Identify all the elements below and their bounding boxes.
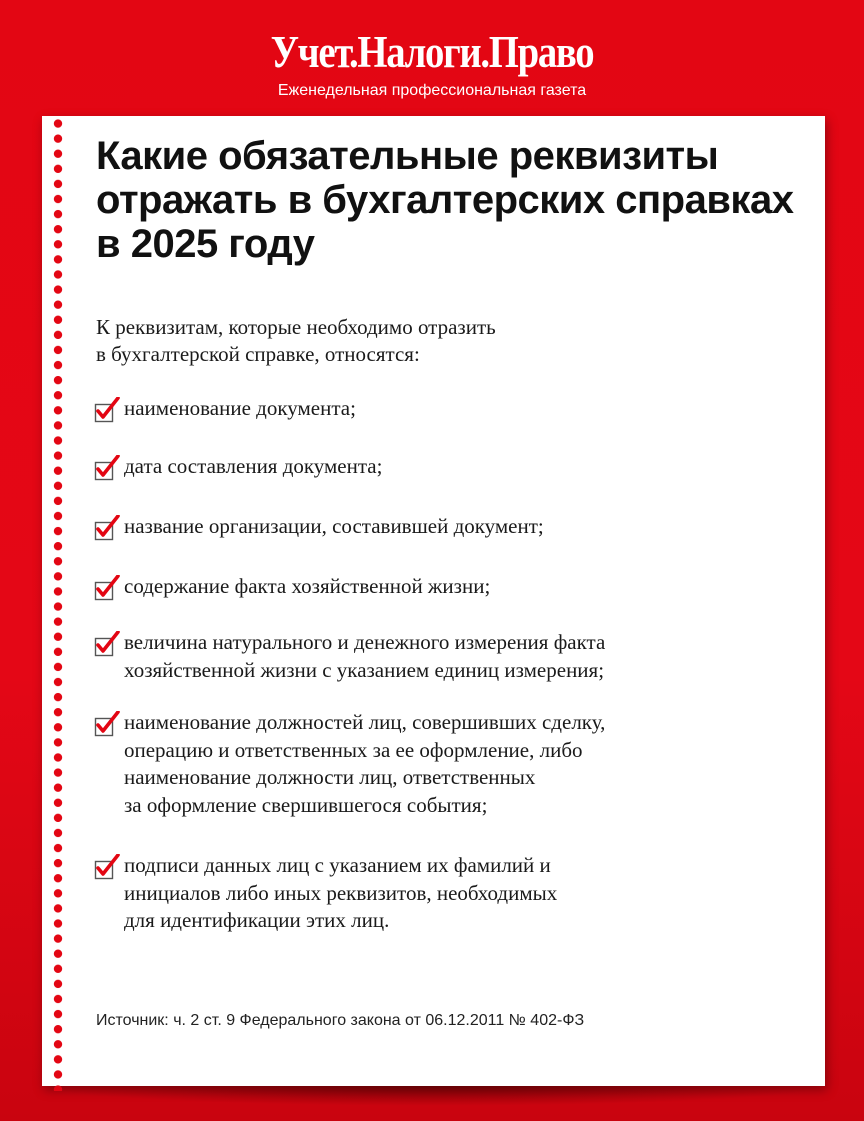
- checkbox-checked-icon: [94, 575, 120, 601]
- checkbox-checked-icon: [94, 854, 120, 880]
- spiral-binding-holes: [52, 116, 64, 1091]
- checkbox-checked-icon: [94, 515, 120, 541]
- requisite-item: [94, 629, 605, 684]
- newspaper-tagline: Еженедельная профессиональная газета: [277, 82, 587, 99]
- requisite-item: [94, 573, 490, 601]
- checkbox-checked-icon: [94, 711, 120, 737]
- checkbox-checked-icon: [94, 455, 120, 481]
- requisite-text: величина натурального и денежного измерения факта хозяйственной жизни с указанием единиц измерения;: [124, 630, 606, 682]
- requisite-item: [94, 453, 382, 481]
- masthead: [0, 28, 864, 100]
- requisite-text: наименование документа;: [124, 396, 356, 420]
- requisite-text: дата составления документа;: [124, 454, 383, 478]
- requisite-item: [94, 513, 544, 541]
- requisite-item: [94, 395, 356, 423]
- sheet-shadow: [42, 1086, 825, 1106]
- checkbox-checked-icon: [94, 631, 120, 657]
- intro-text: К реквизитам, которые необходимо отразить в бухгалтерской справке, относятся:: [96, 315, 496, 366]
- newspaper-logo: Учет.Налоги.Право: [270, 27, 594, 77]
- requisite-item: [94, 852, 557, 935]
- checkbox-checked-icon: [94, 397, 120, 423]
- page-title: Какие обязательные реквизиты отражать в бухгалтерских справках в 2025 году: [96, 134, 794, 266]
- requisite-text: название организации, составившей документ;: [124, 514, 544, 538]
- requisite-text: наименование должностей лиц, совершивших сделку, операцию и ответственных за ее оформление, либо наименование должности лиц, ответственных за оформление свершившегося события;: [124, 710, 606, 817]
- source-note: Источник: ч. 2 ст. 9 Федерального закона от 06.12.2011 № 402-ФЗ: [96, 1012, 585, 1029]
- requisite-item: [94, 709, 605, 819]
- requisite-text: содержание факта хозяйственной жизни;: [124, 574, 491, 598]
- requisite-text: подписи данных лиц с указанием их фамилий и инициалов либо иных реквизитов, необходимых для идентификации этих лиц.: [124, 853, 558, 932]
